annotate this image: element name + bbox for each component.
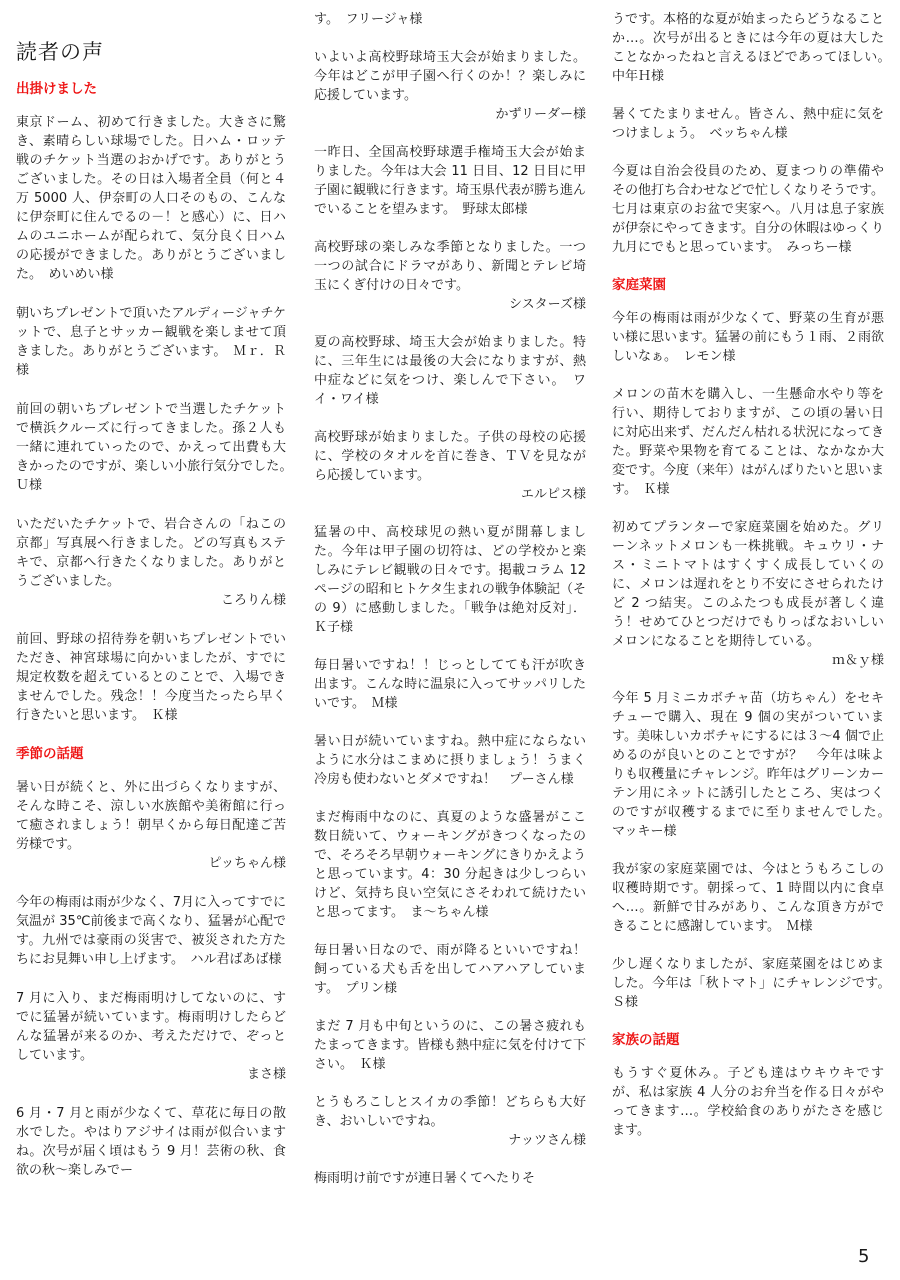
letter-text: 我が家の家庭菜園では、今はとうもろこしの収穫時期です。朝採って、1 時間以内に食卓へ…。新鮮で甘みがあり、こんな頂き方ができることに感謝しています。 Ｍ様 xyxy=(612,862,884,934)
column-2 xyxy=(314,10,586,1207)
letter-signature: ナッツさん様 xyxy=(508,1133,586,1148)
letter-text: 前回の朝いちプレゼントで当選したチケットで横浜クルーズに行ってきました。孫２人も一緒に連れていったので、かえって出費も大きかったのですが、楽しい小旅行気分でした。 Ｕ様 xyxy=(16,402,300,493)
letter-text: もうすぐ夏休み。子ども達はウキウキですが、私は家族 4 人分のお弁当を作る日々がやってきます…。学校給食のありがたさを感じます。 xyxy=(612,1066,884,1138)
section-heading-home-garden: 家庭菜園 xyxy=(612,277,666,293)
letter-text: 初めてプランターで家庭菜園を始めた。グリーンネットメロンも一株挑戦。キュウリ・ナス・ミニトマトはすくすく成長していくのに、メロンは遅れをとり不安にさせられたけど 2 つ結実。このふたつも成長が著しく違う！せめてひとつだけでもりっぱなおいしいメロンになることを期待している。 xyxy=(612,520,884,649)
letter xyxy=(612,689,898,841)
letter-text: 少し遅くなりましたが、家庭菜園をはじめました。今年は「秋トマト」にチャレンジです。 Ｓ様 xyxy=(612,957,898,1010)
letter xyxy=(16,778,286,873)
section-heading-outings: 出掛けました xyxy=(16,81,97,97)
letter-text: 今夏は自治会役員のため、夏まつりの準備やその他打ち合わせなどで忙しくなりそうです。七月は東京のお盆で実家へ。八月は息子家族が伊奈にやってきます。自分の休暇はゆっくり九月にでもと思っています。 みっちー様 xyxy=(612,164,884,255)
letter-text: す。 フリージャ様 xyxy=(314,12,423,27)
letter xyxy=(16,400,300,495)
letter xyxy=(612,10,898,86)
letter xyxy=(612,385,884,499)
letter-text: 梅雨明け前ですが連日暑くてへたりそ xyxy=(314,1171,536,1186)
letter-text: 今年の梅雨は雨が少なくて、野菜の生育が悪い様に思います。猛暑の前にもう１雨、２雨欲しいなぁ。 レモン様 xyxy=(612,311,884,364)
letter xyxy=(16,113,286,284)
page-number: 5 xyxy=(858,1246,870,1267)
letter-text: 猛暑の中、高校球児の熱い夏が開幕しました。今年は甲子園の切符は、どの学校かと楽しみにテレビ観戦の日々です。掲載コラム 12 ページの昭和ヒトケタ生まれの戦争体験記（その 9）に感動しました。「戦争は絶対反対」．Ｋ子様 xyxy=(314,525,586,635)
letter xyxy=(314,238,586,314)
letter-text: メロンの苗木を購入し、一生懸命水やり等を行い、期待しておりますが、この頃の暑い日に対応出来ず、だんだん枯れる状況になってきた。野菜や果物を育てることは、なかなか大変です。今度（来年）はがんばりたいと思います。 Ｋ様 xyxy=(612,387,884,497)
letter-signature: ころりん様 xyxy=(220,593,286,608)
letter-signature: まさ様 xyxy=(246,1067,286,1082)
letter xyxy=(314,941,586,998)
column-3 xyxy=(612,10,898,1159)
letter-text: 7 月に入り、まだ梅雨明けしてないのに、すでに猛暑が続いています。梅雨明けしたらどんな猛暑が来るのか、考えただけで、ぞっとしています。 xyxy=(16,991,286,1063)
letter xyxy=(612,955,898,1012)
letter xyxy=(314,428,586,504)
letter-text: いただいたチケットで、岩合さんの「ねこの京都」写真展へ行きました。どの写真もステキで、京都へ行きたくなりました。ありがとうございました。 xyxy=(16,517,286,589)
letter-text: 今年 5 月ミニカボチャ苗（坊ちゃん）をセキチューで購入、現在 9 個の実がついています。美味しいカボチャにするには３～4 個で止めるのが良いとのことですが？ 今年は味よりも収穫量にチャレンジ。昨年はグリーンカーテン用にネットに誘引したところ、実はつくのですが収穫するまでに至りませんでした。 マッキー様 xyxy=(612,691,898,839)
letter-text: 一昨日、全国高校野球選手権埼玉大会が始まりました。今年は大会 11 日目、12 日目に甲子園に観戦に行きます。埼玉県代表が勝ち進んでいることを望みます。 野球太郎様 xyxy=(314,145,586,217)
letter-text: うです。本格的な夏が始まったらどうなることか…。次号が出るときには今年の夏は大したことなかったねと言えるほどであってほしい。 中年Ｈ様 xyxy=(612,12,898,84)
letter xyxy=(612,105,884,143)
letter xyxy=(314,808,586,922)
column-1 xyxy=(16,80,300,1200)
letter-text: 朝いちプレゼントで頂いたアルディージャチケットで、息子とサッカー観戦を楽しませて頂きました。ありがとうございます。 Ｍｒ．Ｒ様 xyxy=(16,306,286,378)
letter-text: 夏の高校野球、埼玉大会が始まりました。特に、三年生には最後の大会になりますが、熱中症などに気をつけ、楽しんで下さい。 ワイ・ワイ様 xyxy=(314,335,586,407)
letter-text: 暑い日が続いていますね。熱中症にならないように水分はこまめに摂りましょう！うまく冷房も使わないとダメですね！ プーさん様 xyxy=(314,734,586,787)
page-title: 読者の声 xyxy=(16,40,104,64)
letter xyxy=(314,656,586,713)
letter-text: 毎日暑い日なので、雨が降るといいですね！飼っている犬も舌を出してハアハアしています。 プリン様 xyxy=(314,943,586,996)
letter-text: 高校野球が始まりました。子供の母校の応援に、学校のタオルを首に巻き、ＴＶを見ながら応援しています。 xyxy=(314,430,586,483)
letter xyxy=(314,732,586,789)
letter xyxy=(16,515,286,610)
letter xyxy=(314,333,586,409)
letter-text: 今年の梅雨は雨が少なく、7月に入ってすでに気温が 35℃前後まで高くなり、猛暑が心配です。九州では豪雨の災害で、被災された方たちにお見舞い申し上げます。 ハル君ばあば様 xyxy=(16,895,286,967)
letter-text: 前回、野球の招待券を朝いちプレゼントでいただき、神宮球場に向かいましたが、すでに規定枚数を超えているとのことで、入場できませんでした。残念！！今度当たったら早く行きたいと思います。 Ｋ様 xyxy=(16,632,286,723)
letter xyxy=(16,989,286,1084)
letter xyxy=(314,523,586,637)
letter-signature: ｍ＆ｙ様 xyxy=(831,653,884,668)
letter-text: まだ梅雨中なのに、真夏のような盛暑がここ数日続いて、ウォーキングがきつくなったので、そろそろ早朝ウォーキングにきりかえようと思っています。4：30 分起きは少しつらいけど、気持ち良い空気にさそわれて続けたいと思ってます。 ま～ちゃん様 xyxy=(314,810,586,920)
letter xyxy=(314,1169,586,1188)
letter-text: まだ 7 月も中旬というのに、この暑さ疲れもたまってきます。皆様も熱中症に気を付けて下さい。 Ｋ様 xyxy=(314,1019,586,1072)
letter-text: 高校野球の楽しみな季節となりました。一つ一つの試合にドラマがあり、新聞とテレビ埼玉にくぎ付けの日々です。 xyxy=(314,240,586,293)
letter-signature: かずリーダー様 xyxy=(495,107,586,122)
letter-signature: シスターズ様 xyxy=(509,297,586,312)
letter xyxy=(314,10,586,29)
letter-text: とうもろこしとスイカの季節！どちらも大好き、おいしいですね。 xyxy=(314,1095,586,1129)
letter-text: 毎日暑いですね！！じっとしてても汗が吹き出ます。こんな時に温泉に入ってサッパリしたいです。 Ｍ様 xyxy=(314,658,586,711)
letter xyxy=(612,1064,884,1140)
letter-text: いよいよ高校野球埼玉大会が始まりました。今年はどこが甲子園へ行くのか！？楽しみに応援しています。 xyxy=(314,50,586,103)
letter-text: 暑くてたまりません。皆さん、熱中症に気をつけましょう。 べッちゃん様 xyxy=(612,107,884,141)
section-heading-seasonal-topics: 季節の話題 xyxy=(16,746,84,762)
letter xyxy=(612,860,884,936)
letter xyxy=(16,1104,286,1180)
letter xyxy=(16,893,286,969)
letter-text: 6 月・7 月と雨が少なくて、草花に毎日の散水でした。やはりアジサイは雨が似合いますね。次号が届く頃はもう 9 月！芸術の秋、食欲の秋～楽しみでー xyxy=(16,1106,286,1178)
letter-text: 暑い日が続くと、外に出づらくなりますが、そんな時こそ、涼しい水族館や美術館に行って癒されましょう！朝早くから毎日配達ご苦労様です。 xyxy=(16,780,286,852)
letter-signature: ピッちゃん様 xyxy=(208,856,286,871)
letter xyxy=(612,162,884,257)
letter xyxy=(16,630,286,725)
letter xyxy=(314,143,586,219)
letter xyxy=(314,48,586,124)
letter xyxy=(612,518,884,670)
letter xyxy=(16,304,286,380)
letter xyxy=(612,309,884,366)
letter xyxy=(314,1017,586,1074)
letter-text: 東京ドーム、初めて行きました。大きさに驚き、素晴らしい球場でした。日ハム・ロッテ戦のチケット当選のおかげです。ありがとうございました。その日は入場者全員（何と４万 5000 人、伊奈町の人口そのもの、こんなに伊奈町に住んでるの－！と感心）に、日ハムのユニホームが配られて、気分良く日ハムの応援ができました。ありがとうございました。 めいめい様 xyxy=(16,115,286,282)
letter xyxy=(314,1093,586,1150)
section-heading-family-topics: 家族の話題 xyxy=(612,1032,680,1048)
letter-signature: エルピス様 xyxy=(520,487,586,502)
